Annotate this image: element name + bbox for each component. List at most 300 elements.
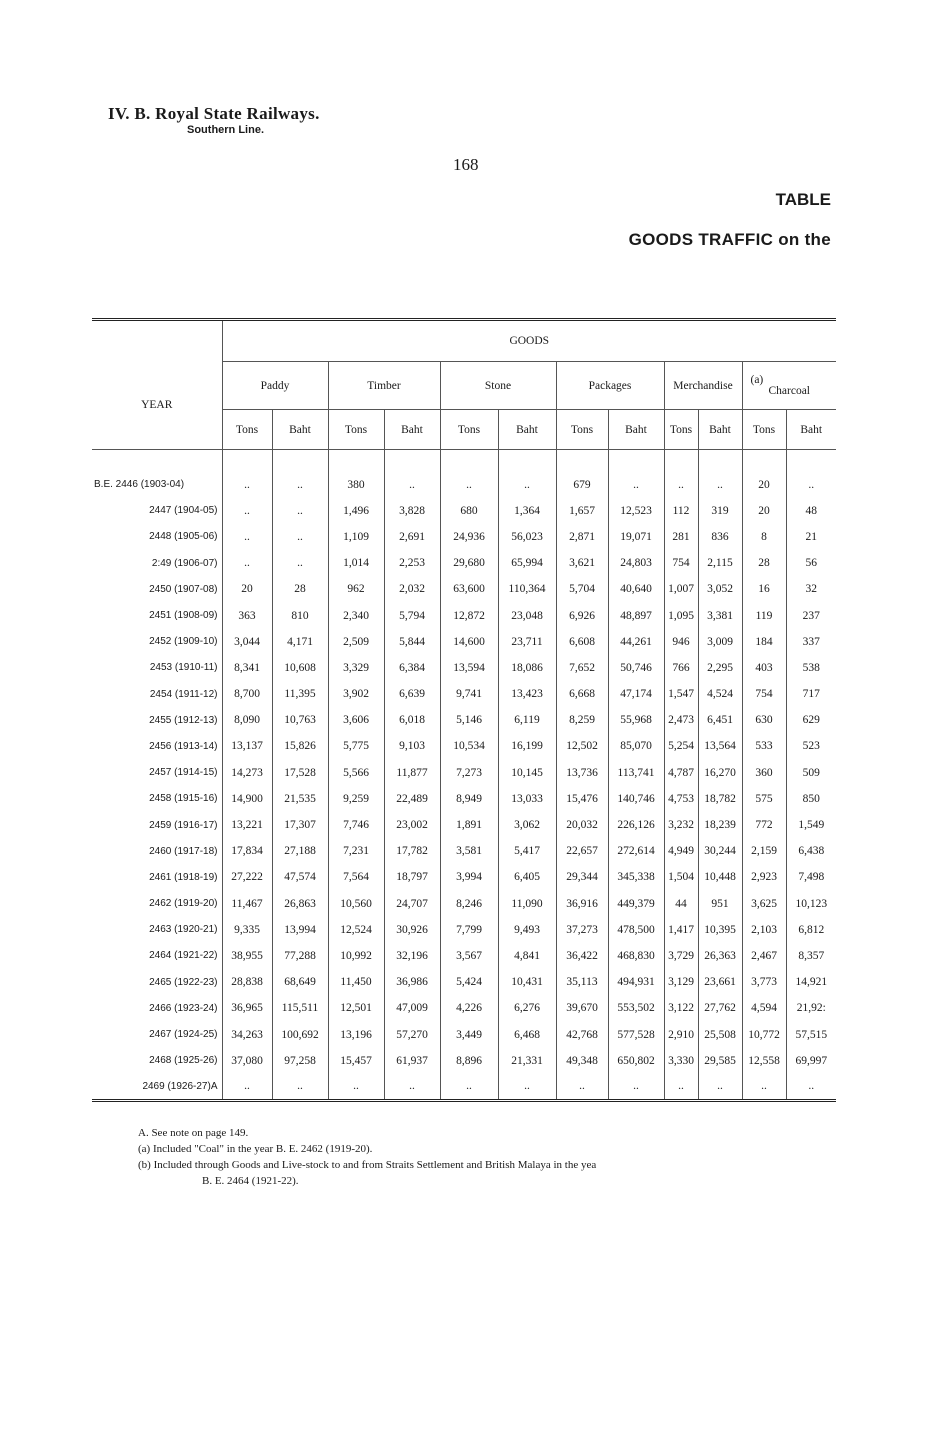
value-cell: 11,450 [328, 969, 384, 995]
value-cell: 2,340 [328, 602, 384, 628]
table-row [92, 576, 836, 602]
value-cell: 10,763 [272, 707, 328, 733]
year-cell: 2467 (1924-25) [149, 1029, 218, 1041]
year-cell: 2453 (1910-11) [149, 662, 218, 674]
table-row [92, 943, 836, 969]
value-cell: 12,872 [440, 602, 498, 628]
value-cell: 10,608 [272, 655, 328, 681]
value-cell: 1,657 [556, 498, 608, 524]
footnotes [138, 1125, 596, 1189]
value-cell: .. [556, 1074, 608, 1100]
value-cell: 6,384 [384, 655, 440, 681]
value-cell: 5,775 [328, 733, 384, 759]
value-cell: 478,500 [608, 917, 664, 943]
table-row [92, 1048, 836, 1074]
value-cell: 3,052 [698, 576, 742, 602]
year-cell: 2460 (1917-18) [149, 845, 218, 857]
value-cell: 3,381 [698, 602, 742, 628]
value-cell: 7,273 [440, 760, 498, 786]
value-cell: 17,834 [222, 838, 272, 864]
value-cell: 15,826 [272, 733, 328, 759]
value-cell: 2,115 [698, 550, 742, 576]
value-cell: 449,379 [608, 891, 664, 917]
value-cell: 509 [786, 760, 836, 786]
value-cell: .. [742, 1074, 786, 1100]
value-cell: 5,254 [664, 733, 698, 759]
value-cell: 3,625 [742, 891, 786, 917]
value-cell: 4,226 [440, 995, 498, 1021]
value-cell: 112 [664, 498, 698, 524]
unit-header: Tons [664, 410, 698, 450]
value-cell: 9,741 [440, 681, 498, 707]
value-cell: 7,498 [786, 864, 836, 890]
year-cell: 2465 (1922-23) [149, 976, 218, 988]
value-cell: 23,661 [698, 969, 742, 995]
value-cell: 8 [742, 524, 786, 550]
value-cell: .. [222, 550, 272, 576]
unit-header: Baht [272, 410, 328, 450]
value-cell: 1,504 [664, 864, 698, 890]
value-cell: 754 [742, 681, 786, 707]
unit-header: Baht [698, 410, 742, 450]
value-cell: 629 [786, 707, 836, 733]
value-cell: 10,145 [498, 760, 556, 786]
value-cell: 8,341 [222, 655, 272, 681]
year-cell: 2452 (1909-10) [149, 636, 218, 648]
value-cell: 56 [786, 550, 836, 576]
value-cell: 3,129 [664, 969, 698, 995]
value-cell: 12,558 [742, 1048, 786, 1074]
value-cell: 2,253 [384, 550, 440, 576]
value-cell: 20 [742, 472, 786, 498]
section-heading: IV. B. Royal State Railways. [108, 104, 320, 123]
value-cell: 10,772 [742, 1021, 786, 1047]
value-cell: 3,567 [440, 943, 498, 969]
value-cell: .. [786, 472, 836, 498]
value-cell: .. [608, 1074, 664, 1100]
value-cell: 28,838 [222, 969, 272, 995]
table-row [92, 524, 836, 550]
value-cell: 29,344 [556, 864, 608, 890]
value-cell: .. [272, 498, 328, 524]
value-cell: 61,937 [384, 1048, 440, 1074]
year-cell: 2457 (1914-15) [149, 767, 218, 779]
value-cell: 319 [698, 498, 742, 524]
value-cell: 4,949 [664, 838, 698, 864]
value-cell: 754 [664, 550, 698, 576]
value-cell: 850 [786, 786, 836, 812]
value-cell: 16,270 [698, 760, 742, 786]
unit-header: Baht [786, 410, 836, 450]
table-row [92, 838, 836, 864]
value-cell: 14,273 [222, 760, 272, 786]
value-cell: 6,668 [556, 681, 608, 707]
value-cell: 4,594 [742, 995, 786, 1021]
category-header-merchandise: Merchandise [664, 362, 742, 410]
value-cell: .. [222, 1074, 272, 1100]
category-header-paddy: Paddy [222, 362, 328, 410]
value-cell: 4,753 [664, 786, 698, 812]
table-row [92, 733, 836, 759]
value-cell: 184 [742, 629, 786, 655]
value-cell: 8,896 [440, 1048, 498, 1074]
value-cell: 1,496 [328, 498, 384, 524]
year-cell: 2454 (1911-12) [149, 688, 218, 700]
value-cell: 18,086 [498, 655, 556, 681]
value-cell: 85,070 [608, 733, 664, 759]
value-cell: 10,431 [498, 969, 556, 995]
value-cell: 4,524 [698, 681, 742, 707]
value-cell: 3,449 [440, 1021, 498, 1047]
value-cell: 4,841 [498, 943, 556, 969]
value-cell: 3,581 [440, 838, 498, 864]
value-cell: 18,239 [698, 812, 742, 838]
value-cell: 20 [222, 576, 272, 602]
value-cell: 7,231 [328, 838, 384, 864]
value-cell: 14,921 [786, 969, 836, 995]
value-cell: 6,451 [698, 707, 742, 733]
year-header-top [92, 320, 222, 362]
unit-header: Tons [440, 410, 498, 450]
value-cell: 8,949 [440, 786, 498, 812]
value-cell: .. [328, 1074, 384, 1100]
value-cell: 1,364 [498, 498, 556, 524]
value-cell: 281 [664, 524, 698, 550]
value-cell: 65,994 [498, 550, 556, 576]
year-cell: 2458 (1915-16) [149, 793, 218, 805]
value-cell: 21,535 [272, 786, 328, 812]
value-cell: 3,232 [664, 812, 698, 838]
value-cell: .. [664, 472, 698, 498]
table-row [92, 629, 836, 655]
value-cell: .. [498, 1074, 556, 1100]
value-cell: 766 [664, 655, 698, 681]
value-cell: 115,511 [272, 995, 328, 1021]
value-cell: 2,295 [698, 655, 742, 681]
value-cell: 119 [742, 602, 786, 628]
value-cell: 44,261 [608, 629, 664, 655]
value-cell: 16 [742, 576, 786, 602]
value-cell: 22,489 [384, 786, 440, 812]
value-cell: 1,547 [664, 681, 698, 707]
value-cell: 39,670 [556, 995, 608, 1021]
value-cell: 2,871 [556, 524, 608, 550]
value-cell: 36,965 [222, 995, 272, 1021]
year-cell: 2:49 (1906-07) [151, 557, 218, 569]
value-cell: 523 [786, 733, 836, 759]
value-cell: 37,080 [222, 1048, 272, 1074]
value-cell: 55,968 [608, 707, 664, 733]
value-cell: 2,923 [742, 864, 786, 890]
value-cell: 47,009 [384, 995, 440, 1021]
value-cell: 9,259 [328, 786, 384, 812]
table-row [92, 550, 836, 576]
value-cell: 10,123 [786, 891, 836, 917]
value-cell: 19,071 [608, 524, 664, 550]
value-cell: 26,363 [698, 943, 742, 969]
value-cell: 836 [698, 524, 742, 550]
charcoal-note-marker: (a) [750, 373, 764, 386]
page-number: 168 [453, 155, 479, 174]
value-cell: .. [786, 1074, 836, 1100]
value-cell: 10,992 [328, 943, 384, 969]
value-cell: .. [384, 472, 440, 498]
value-cell: 14,600 [440, 629, 498, 655]
value-cell: 11,877 [384, 760, 440, 786]
goods-traffic-table [92, 318, 836, 1128]
value-cell: 25,508 [698, 1021, 742, 1047]
value-cell: 28 [272, 576, 328, 602]
table-row [92, 1021, 836, 1047]
table-row [92, 969, 836, 995]
value-cell: 8,090 [222, 707, 272, 733]
value-cell: 21,331 [498, 1048, 556, 1074]
value-cell: .. [272, 524, 328, 550]
value-cell: 14,900 [222, 786, 272, 812]
year-cell: B.E. 2446 (1903-04) [94, 479, 185, 491]
value-cell: 57,270 [384, 1021, 440, 1047]
value-cell: 20 [742, 498, 786, 524]
value-cell: 26,863 [272, 891, 328, 917]
value-cell: 6,119 [498, 707, 556, 733]
value-cell: .. [664, 1074, 698, 1100]
value-cell: 468,830 [608, 943, 664, 969]
table-row [92, 498, 836, 524]
value-cell: 272,614 [608, 838, 664, 864]
year-cell: 2466 (1923-24) [149, 1002, 218, 1014]
value-cell: 1,109 [328, 524, 384, 550]
value-cell: 363 [222, 602, 272, 628]
value-cell: 3,329 [328, 655, 384, 681]
value-cell: 11,090 [498, 891, 556, 917]
value-cell: 3,773 [742, 969, 786, 995]
value-cell: 23,048 [498, 602, 556, 628]
value-cell: 50,746 [608, 655, 664, 681]
value-cell: 113,741 [608, 760, 664, 786]
value-cell: 13,564 [698, 733, 742, 759]
value-cell: 2,473 [664, 707, 698, 733]
table-row [92, 1074, 836, 1100]
value-cell: 3,062 [498, 812, 556, 838]
value-cell: 8,246 [440, 891, 498, 917]
value-cell: 63,600 [440, 576, 498, 602]
value-cell: 36,986 [384, 969, 440, 995]
value-cell: 337 [786, 629, 836, 655]
value-cell: 6,405 [498, 864, 556, 890]
value-cell: 22,657 [556, 838, 608, 864]
value-cell: 5,146 [440, 707, 498, 733]
value-cell: 18,782 [698, 786, 742, 812]
unit-header: Tons [742, 410, 786, 450]
value-cell: 27,188 [272, 838, 328, 864]
value-cell: 1,549 [786, 812, 836, 838]
value-cell: 3,044 [222, 629, 272, 655]
value-cell: 35,113 [556, 969, 608, 995]
value-cell: 57,515 [786, 1021, 836, 1047]
value-cell: .. [222, 498, 272, 524]
footnote-a: A. See note on page 149. [138, 1127, 249, 1139]
value-cell: 4,787 [664, 760, 698, 786]
value-cell: 6,926 [556, 602, 608, 628]
value-cell: .. [608, 472, 664, 498]
charcoal-label: Charcoal [768, 384, 810, 397]
value-cell: 680 [440, 498, 498, 524]
table-row [92, 891, 836, 917]
year-cell: 2463 (1920-21) [149, 924, 218, 936]
value-cell: 946 [664, 629, 698, 655]
table-row [92, 995, 836, 1021]
value-cell: 100,692 [272, 1021, 328, 1047]
value-cell: 3,621 [556, 550, 608, 576]
value-cell: .. [698, 472, 742, 498]
value-cell: 77,288 [272, 943, 328, 969]
value-cell: 16,199 [498, 733, 556, 759]
value-cell: 23,002 [384, 812, 440, 838]
value-cell: 32 [786, 576, 836, 602]
category-header-packages: Packages [556, 362, 664, 410]
value-cell: 5,844 [384, 629, 440, 655]
table-row [92, 812, 836, 838]
value-cell: 1,014 [328, 550, 384, 576]
year-cell: 2462 (1919-20) [149, 898, 218, 910]
value-cell: 380 [328, 472, 384, 498]
value-cell: 30,926 [384, 917, 440, 943]
table-label: TABLE [775, 190, 831, 209]
value-cell: .. [272, 550, 328, 576]
table-row [92, 472, 836, 498]
value-cell: .. [222, 472, 272, 498]
year-cell: 2451 (1908-09) [149, 610, 218, 622]
value-cell: 538 [786, 655, 836, 681]
value-cell: 8,700 [222, 681, 272, 707]
year-cell: 2459 (1916-17) [149, 819, 218, 831]
footnote-b-cont: B. E. 2464 (1921-22). [202, 1175, 299, 1187]
value-cell: 24,936 [440, 524, 498, 550]
value-cell: 3,902 [328, 681, 384, 707]
value-cell: 2,509 [328, 629, 384, 655]
value-cell: 23,711 [498, 629, 556, 655]
value-cell: 5,417 [498, 838, 556, 864]
year-cell: 2468 (1925-26) [149, 1055, 218, 1067]
value-cell: 17,528 [272, 760, 328, 786]
value-cell: 1,417 [664, 917, 698, 943]
value-cell: .. [272, 472, 328, 498]
value-cell: 12,524 [328, 917, 384, 943]
value-cell: 27,222 [222, 864, 272, 890]
value-cell: 42,768 [556, 1021, 608, 1047]
value-cell: 13,594 [440, 655, 498, 681]
value-cell: 13,736 [556, 760, 608, 786]
value-cell: 717 [786, 681, 836, 707]
value-cell: 8,357 [786, 943, 836, 969]
category-header-charcoal [742, 362, 836, 410]
table-row [92, 864, 836, 890]
table-subtitle: GOODS TRAFFIC on the [628, 230, 831, 249]
year-cell: 2447 (1904-05) [149, 505, 218, 517]
year-cell: 2456 (1913-14) [149, 740, 218, 752]
footnote-b: (b) Included through Goods and Live-stock to and from Straits Settlement and British Malaya in the yea [138, 1159, 597, 1171]
value-cell: 6,639 [384, 681, 440, 707]
value-cell: 772 [742, 812, 786, 838]
table-row [92, 760, 836, 786]
value-cell: 4,171 [272, 629, 328, 655]
year-cell: 2469 (1926-27)A [142, 1080, 218, 1092]
value-cell: 34,263 [222, 1021, 272, 1047]
unit-header: Tons [222, 410, 272, 450]
value-cell: 44 [664, 891, 698, 917]
value-cell: 3,122 [664, 995, 698, 1021]
unit-header: Tons [556, 410, 608, 450]
value-cell: 2,103 [742, 917, 786, 943]
value-cell: 10,560 [328, 891, 384, 917]
year-cell: 2464 (1921-22) [149, 950, 218, 962]
value-cell: 49,348 [556, 1048, 608, 1074]
value-cell: 7,746 [328, 812, 384, 838]
value-cell: 97,258 [272, 1048, 328, 1074]
value-cell: 12,502 [556, 733, 608, 759]
value-cell: 17,782 [384, 838, 440, 864]
value-cell: 810 [272, 602, 328, 628]
value-cell: .. [440, 1074, 498, 1100]
value-cell: 553,502 [608, 995, 664, 1021]
value-cell: 12,501 [328, 995, 384, 1021]
value-cell: 679 [556, 472, 608, 498]
value-cell: 24,707 [384, 891, 440, 917]
unit-header: Baht [608, 410, 664, 450]
value-cell: 6,438 [786, 838, 836, 864]
year-cell: 2450 (1907-08) [149, 583, 218, 595]
value-cell: 6,468 [498, 1021, 556, 1047]
value-cell: 3,330 [664, 1048, 698, 1074]
value-cell: 360 [742, 760, 786, 786]
value-cell: 403 [742, 655, 786, 681]
value-cell: 2,032 [384, 576, 440, 602]
value-cell: 10,448 [698, 864, 742, 890]
value-cell: 533 [742, 733, 786, 759]
category-header-stone: Stone [440, 362, 556, 410]
value-cell: 345,338 [608, 864, 664, 890]
value-cell: 13,221 [222, 812, 272, 838]
value-cell: 48 [786, 498, 836, 524]
value-cell: 20,032 [556, 812, 608, 838]
value-cell: 140,746 [608, 786, 664, 812]
value-cell: 5,704 [556, 576, 608, 602]
value-cell: 17,307 [272, 812, 328, 838]
value-cell: 13,423 [498, 681, 556, 707]
value-cell: 6,018 [384, 707, 440, 733]
value-cell: 68,649 [272, 969, 328, 995]
value-cell: 24,803 [608, 550, 664, 576]
value-cell: 7,652 [556, 655, 608, 681]
year-cell: 2461 (1918-19) [149, 871, 218, 883]
value-cell: 12,523 [608, 498, 664, 524]
value-cell: .. [384, 1074, 440, 1100]
value-cell: .. [440, 472, 498, 498]
value-cell: 27,762 [698, 995, 742, 1021]
value-cell: 6,812 [786, 917, 836, 943]
value-cell: 32,196 [384, 943, 440, 969]
value-cell: 38,955 [222, 943, 272, 969]
year-header: YEAR [141, 399, 173, 412]
value-cell: 8,259 [556, 707, 608, 733]
value-cell: 650,802 [608, 1048, 664, 1074]
value-cell: 21 [786, 524, 836, 550]
value-cell: 40,640 [608, 576, 664, 602]
value-cell: .. [222, 524, 272, 550]
value-cell: 226,126 [608, 812, 664, 838]
value-cell: 21,92: [786, 995, 836, 1021]
value-cell: 237 [786, 602, 836, 628]
